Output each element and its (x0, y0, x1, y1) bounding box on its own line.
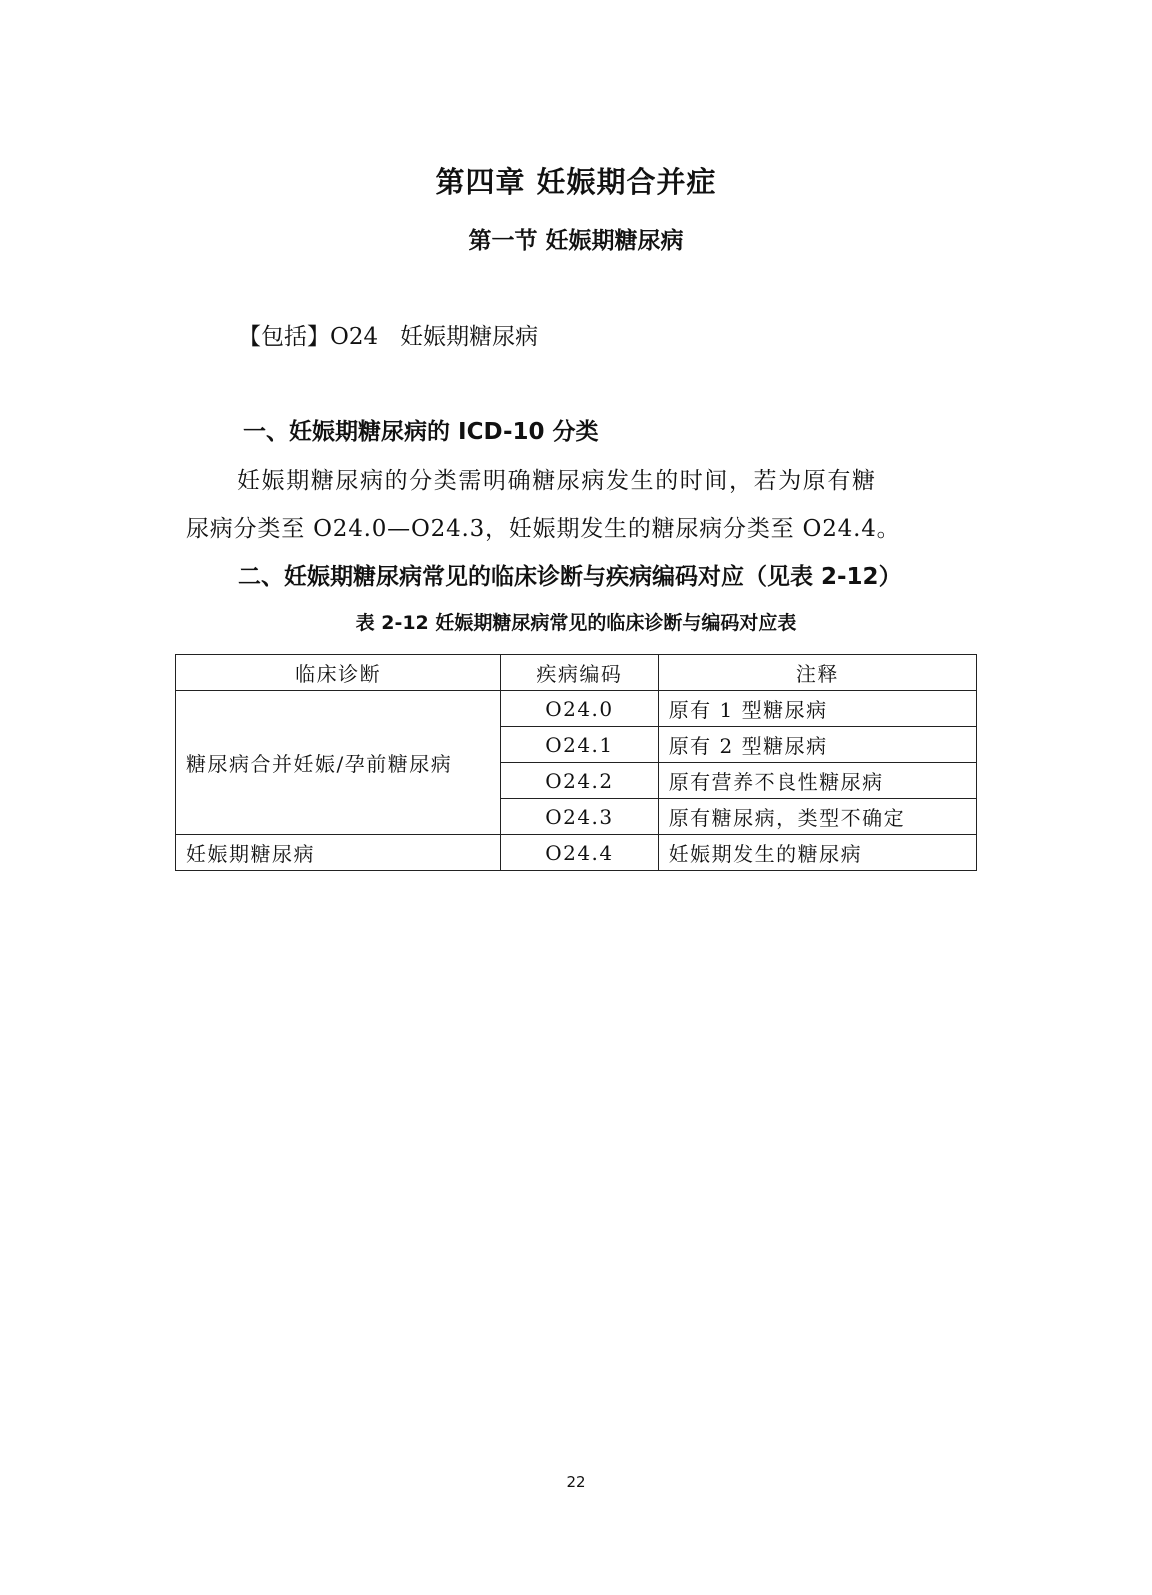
header-code: 疾病编码 (501, 655, 659, 691)
includes-name: 妊娠期糖尿病 (400, 324, 539, 350)
code-cell: O24.0 (501, 691, 659, 727)
table-caption: 表 2-12 妊娠期糖尿病常见的临床诊断与编码对应表 (355, 612, 797, 634)
note-cell: 原有 1 型糖尿病 (658, 691, 976, 727)
code-cell: O24.3 (501, 799, 659, 835)
note-cell: 原有 2 型糖尿病 (658, 727, 976, 763)
diagnosis-cell: 妊娠期糖尿病 (176, 835, 501, 871)
paragraph-line-2: 尿病分类至 O24.0—O24.3，妊娠期发生的糖尿病分类至 O24.4。 (186, 516, 901, 542)
page-number: 22 (566, 1473, 586, 1491)
table-row (176, 835, 977, 871)
group-diagnosis-cell: 糖尿病合并妊娠/孕前糖尿病 (176, 691, 501, 835)
heading-diagnosis-mapping: 二、妊娠期糖尿病常见的临床诊断与疾病编码对应（见表 2-12） (238, 564, 902, 590)
table-header-row (176, 655, 977, 691)
includes-label: 【包括】 (238, 324, 330, 350)
note-cell: 原有糖尿病，类型不确定 (658, 799, 976, 835)
paragraph-line-1: 妊娠期糖尿病的分类需明确糖尿病发生的时间，若为原有糖 (237, 468, 877, 494)
heading-icd-classification: 一、妊娠期糖尿病的 ICD-10 分类 (243, 419, 599, 445)
section-title: 第一节 妊娠期糖尿病 (468, 228, 684, 254)
note-cell: 妊娠期发生的糖尿病 (658, 835, 976, 871)
code-cell: O24.4 (501, 835, 659, 871)
includes-code: O24 (330, 324, 379, 350)
table-row (176, 691, 977, 727)
header-note: 注释 (658, 655, 976, 691)
diagnosis-code-table (175, 654, 977, 871)
chapter-title: 第四章 妊娠期合并症 (435, 165, 717, 199)
includes-line (238, 318, 538, 351)
code-cell: O24.2 (501, 763, 659, 799)
note-cell: 原有营养不良性糖尿病 (658, 763, 976, 799)
header-diagnosis: 临床诊断 (176, 655, 501, 691)
code-cell: O24.1 (501, 727, 659, 763)
